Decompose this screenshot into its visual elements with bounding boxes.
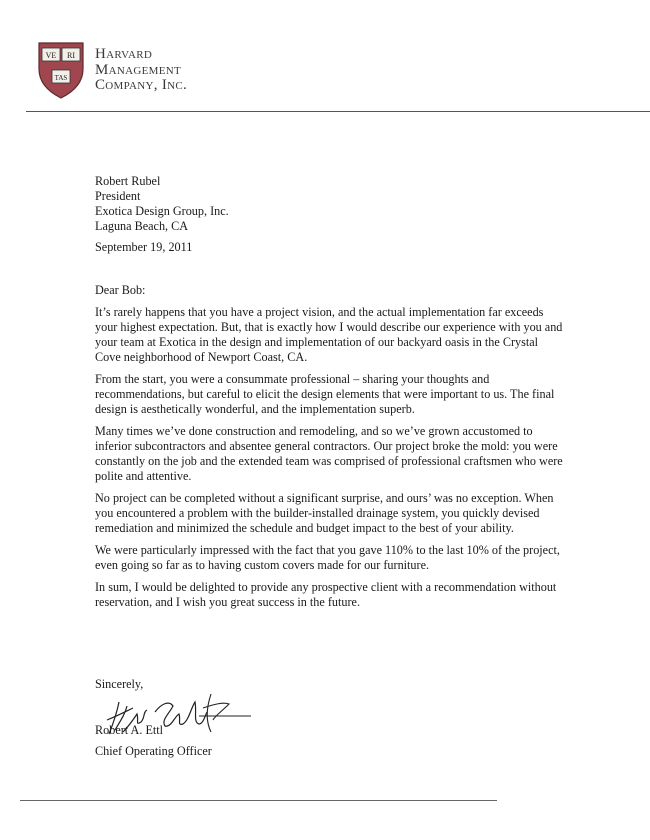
company-line-1: Harvard xyxy=(95,46,153,62)
header-divider xyxy=(26,111,650,112)
letter-date: September 19, 2011 xyxy=(95,240,193,254)
company-line-2: Management xyxy=(95,61,181,78)
recipient-address xyxy=(95,174,565,234)
salutation: Dear Bob: xyxy=(95,283,146,297)
recipient-location: Laguna Beach, CA xyxy=(95,219,189,233)
letter-body xyxy=(95,174,565,610)
signer-name: Robert A. Ettl xyxy=(95,723,164,737)
company-line-3: Company, Inc. xyxy=(95,77,188,93)
paragraph: In sum, I would be delighted to provide any prospective client with a recommendation without reservation, and I wish you great success in the future. xyxy=(95,580,557,609)
paragraph: We were particularly impressed with the fact that you gave 110% to the last 10% of the project, even going so far as to having custom covers made for our furniture. xyxy=(95,543,560,572)
paragraph: No project can be completed without a significant surprise, and ours’ was no exception. When you encountered a problem with the builder-installed drainage system, you quickly devised remediation and minimized the schedule and budget impact to the best of your ability. xyxy=(95,491,554,535)
harvard-shield-logo-icon xyxy=(37,41,85,99)
recipient-name: Robert Rubel xyxy=(95,174,161,188)
closing: Sincerely, xyxy=(95,677,144,691)
paragraph: Many times we’ve done construction and remodeling, and so we’ve grown accustomed to inferior subcontractors and absentee general contractors. Our project broke the mold: you were constantly on the job and the extended team was comprised of professional craftsmen who were polite and attentive. xyxy=(95,424,563,483)
paragraph: It’s rarely happens that you have a project vision, and the actual implementation far exceeds your highest expectation. But, that is exactly how I would describe our experience with you and your team at Exotica in the design and implementation of our backyard oasis in the Crystal Cove neighborhood of Newport Coast, CA. xyxy=(95,305,563,364)
company-name xyxy=(95,47,187,94)
logo-text-ri: RI xyxy=(67,51,75,60)
footer-divider xyxy=(20,800,497,801)
recipient-company: Exotica Design Group, Inc. xyxy=(95,204,229,218)
signer-title: Chief Operating Officer xyxy=(95,744,212,758)
logo-text-tas: TAS xyxy=(54,74,68,82)
paragraph: From the start, you were a consummate professional – sharing your thoughts and recommendations, but careful to elicit the design elements that were important to us. The final design is aesthetically wonderful, and the implementation superb. xyxy=(95,372,555,416)
logo-text-ve: VE xyxy=(45,51,57,60)
recipient-title: President xyxy=(95,189,141,203)
